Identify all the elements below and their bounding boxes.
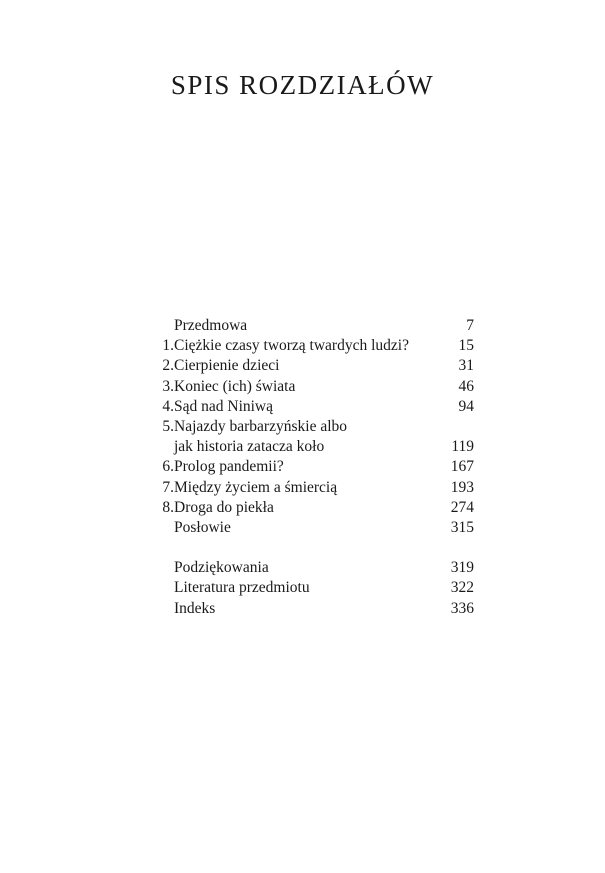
chapter-title: jak historia zatacza koło: [174, 438, 325, 456]
chapter-title: Literatura przedmiotu: [174, 579, 310, 597]
chapter-title: Indeks: [174, 599, 216, 617]
toc-entry: [140, 356, 474, 376]
chapter-title: Cierpienie dzieci: [174, 357, 280, 375]
chapter-title: Najazdy barbarzyńskie albo: [174, 417, 348, 435]
chapter-number: 4.: [162, 397, 174, 415]
page-number: 193: [450, 478, 474, 496]
toc-entry: [140, 316, 474, 336]
page-number: 167: [450, 458, 474, 476]
page-number: 31: [458, 357, 474, 375]
toc-entry: [140, 397, 474, 417]
toc-entry: [140, 377, 474, 397]
chapter-number: 7.: [162, 478, 174, 496]
toc-entry: [140, 437, 474, 457]
toc-entry: [140, 417, 474, 437]
chapter-title: Między życiem a śmiercią: [174, 478, 338, 496]
chapter-number: 3.: [162, 377, 174, 395]
chapter-title: Posłowie: [174, 518, 231, 536]
toc-entry: [140, 457, 474, 477]
chapter-number: 6.: [162, 458, 174, 476]
toc-entry: [140, 558, 474, 578]
toc-entry: [140, 599, 474, 619]
chapter-title: Prolog pandemii?: [174, 458, 284, 476]
page-number: 319: [450, 559, 474, 577]
chapter-number: 2.: [162, 357, 174, 375]
table-of-contents: [140, 316, 474, 619]
toc-entry: [140, 498, 474, 518]
chapter-title: Droga do piekła: [174, 498, 274, 516]
page-number: 7: [466, 317, 474, 334]
toc-entry: [140, 518, 474, 538]
page-number: 322: [450, 579, 474, 597]
toc-entry: [140, 478, 474, 498]
page-number: 119: [451, 438, 474, 456]
chapter-number: 8.: [162, 498, 174, 516]
chapter-number: 5.: [162, 417, 174, 435]
chapter-title: Podziękowania: [174, 559, 269, 577]
page-number: 15: [458, 337, 474, 355]
page-number: 315: [450, 518, 474, 536]
page-number: 274: [450, 498, 474, 516]
chapter-title: Przedmowa: [174, 317, 248, 334]
chapter-title: Sąd nad Niniwą: [174, 397, 274, 415]
section-spacer: [140, 538, 474, 558]
chapter-title: Koniec (ich) świata: [174, 377, 296, 395]
toc-entry: [140, 578, 474, 598]
page-number: 46: [458, 377, 474, 395]
page-number: 336: [450, 599, 474, 617]
chapter-title: Ciężkie czasy tworzą twardych ludzi?: [174, 337, 409, 355]
chapter-number: 1.: [162, 337, 174, 355]
page-title: SPIS ROZDZIAŁÓW: [170, 70, 435, 100]
toc-entry: [140, 336, 474, 356]
page-number: 94: [458, 397, 474, 415]
